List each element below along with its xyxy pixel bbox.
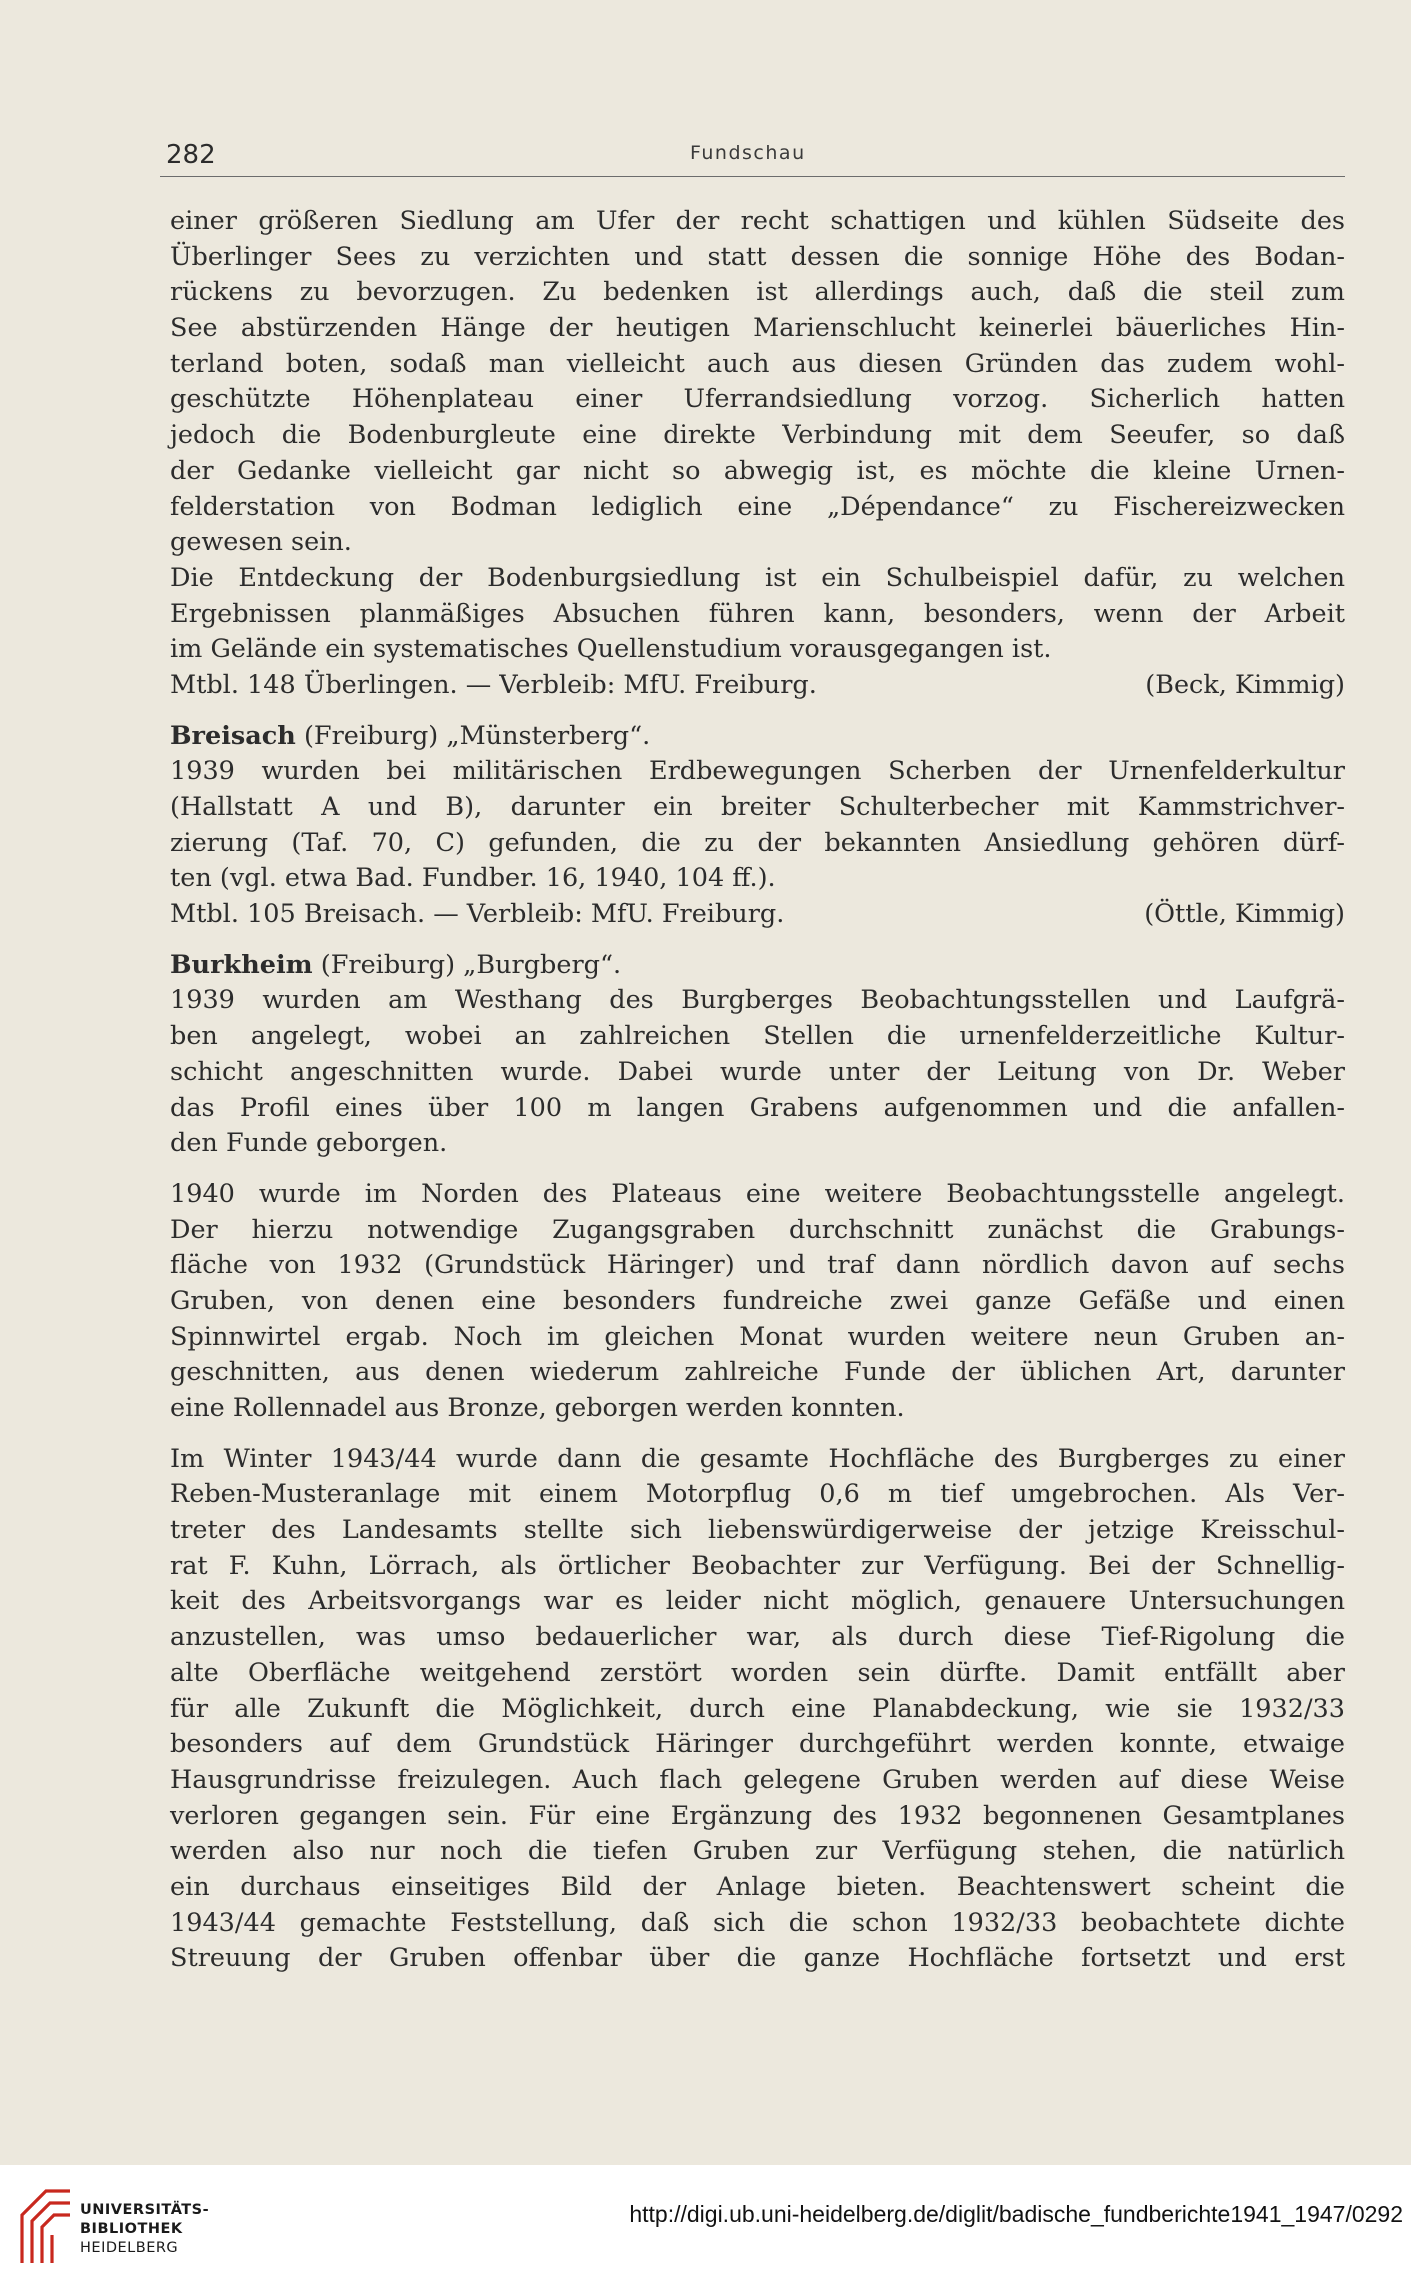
text-line: keit des Arbeitsvorgangs war es leider nicht möglich, genauere Untersuchungen (170, 1586, 1345, 1617)
site-location: (Freiburg) „Münsterberg“. (295, 720, 651, 751)
text-line: (Hallstatt A und B), darunter ein breiter Schulterbecher mit Kammstrichver- (170, 792, 1345, 822)
text-line: einer größeren Siedlung am Ufer der recht schattigen und kühlen Südseite des (170, 206, 1345, 236)
text-line: treter des Landesamts stellte sich liebenswürdigerweise der jetzige Kreisschul- (170, 1515, 1345, 1546)
text-line: rat F. Kuhn, Lörrach, als örtlicher Beobachter zur Verfügung. Bei der Schnellig- (170, 1550, 1345, 1581)
entry-heading (170, 719, 1345, 755)
entry-heading (170, 948, 1345, 984)
paragraph-spacer (170, 1427, 1345, 1442)
citation-line (170, 897, 1345, 933)
text-line: Die Entdeckung der Bodenburgsiedlung ist ein Schulbeispiel dafür, zu welchen (170, 562, 1345, 593)
text-line: Reben-Musteranlage mit einem Motorpflug 0,6 m tief umgebrochen. Als Ver- (170, 1479, 1345, 1510)
text-line: zierung (Taf. 70, C) gefunden, die zu der bekannten Ansiedlung gehören dürf- (170, 827, 1345, 858)
text-line: ein durchaus einseitiges Bild der Anlage bieten. Beachtenswert scheint die (170, 1871, 1345, 1902)
source-url-link[interactable]: http://digi.ub.uni-heidelberg.de/diglit/badische_fundberichte1941_1947/0292 (629, 2201, 1403, 2227)
text-line: der Gedanke vielleicht gar nicht so abwegig ist, es möchte die kleine Urnen- (170, 455, 1345, 486)
text-line: terland boten, sodaß man vielleicht auch aus diesen Gründen das zudem wohl- (170, 348, 1345, 379)
text-line: Im Winter 1943/44 wurde dann die gesamte Hochfläche des Burgberges zu einer (170, 1443, 1345, 1474)
site-name: Breisach (170, 720, 296, 751)
text-line: 1939 wurden bei militärischen Erdbewegungen Scherben der Urnenfelderkultur (170, 756, 1345, 787)
text-line: See abstürzenden Hänge der heutigen Marienschlucht keinerlei bäuerliches Hin- (170, 313, 1345, 344)
text-line: verloren gegangen sein. Für eine Ergänzung des 1932 begonnenen Gesamtplanes (170, 1800, 1345, 1831)
section-spacer (170, 704, 1345, 719)
library-name-line: HEIDELBERG (80, 2240, 179, 2256)
text-line: fläche von 1932 (Grundstück Häringer) und traf dann nördlich davon auf sechs (170, 1250, 1345, 1281)
author-credit: (Öttle, Kimmig) (1144, 899, 1345, 930)
text-line: rückens zu bevorzugen. Zu bedenken ist allerdings auch, daß die steil zum (170, 277, 1345, 308)
text-line: besonders auf dem Grundstück Häringer durchgeführt werden konnte, etwaige (170, 1729, 1345, 1760)
text-line: eine Rollennadel aus Bronze, geborgen werden konnten. (170, 1393, 905, 1423)
library-name-line: BIBLIOTHEK (80, 2221, 183, 2237)
text-line: Gruben, von denen eine besonders fundreiche zwei ganze Gefäße und einen (170, 1285, 1345, 1316)
text-line: das Profil eines über 100 m langen Grabens aufgenommen und die anfallen- (170, 1092, 1345, 1123)
text-line: Der hierzu notwendige Zugangsgraben durchschnitt zunächst die Grabungs- (170, 1214, 1345, 1245)
text-line: 1940 wurde im Norden des Plateaus eine weitere Beobachtungsstelle angelegt. (170, 1178, 1345, 1209)
site-name: Burkheim (170, 949, 313, 980)
page-header (160, 138, 1345, 177)
text-line: schicht angeschnitten wurde. Dabei wurde unter der Leitung von Dr. Weber (170, 1056, 1345, 1087)
site-location: (Freiburg) „Burgberg“. (312, 949, 622, 980)
text-line: felderstation von Bodman lediglich eine „Dépendance“ zu Fischereizwecken (170, 491, 1345, 522)
author-credit: (Beck, Kimmig) (1145, 669, 1345, 700)
text-line: Überlinger Sees zu verzichten und statt dessen die sonnige Höhe des Bodan- (170, 241, 1345, 272)
text-line: den Funde geborgen. (170, 1128, 448, 1159)
text-line: Hausgrundrisse freizulegen. Auch flach gelegene Gruben werden auf diese Weise (170, 1764, 1345, 1795)
viewer-footer (0, 2165, 1411, 2273)
text-line: ten (vgl. etwa Bad. Fundber. 16, 1940, 104 ff.). (170, 863, 776, 894)
text-line: Streuung der Gruben offenbar über die ganze Hochfläche fortsetzt und erst (170, 1943, 1345, 1974)
text-line: für alle Zukunft die Möglichkeit, durch eine Planabdeckung, wie sie 1932/33 (170, 1693, 1345, 1724)
library-name (80, 2201, 209, 2258)
map-sheet-reference: Mtbl. 148 Überlingen. — Verbleib: MfU. Freiburg. (170, 669, 817, 700)
paragraph-spacer (170, 1162, 1345, 1177)
text-line: geschnitten, aus denen wiederum zahlreiche Funde der üblichen Art, darunter (170, 1357, 1345, 1388)
text-line: anzustellen, was umso bedauerlicher war, als durch diese Tief-Rigolung die (170, 1622, 1345, 1653)
running-head: Fundschau (690, 142, 806, 164)
page-number: 282 (166, 140, 216, 170)
text-line: jedoch die Bodenburgleute eine direkte Verbindung mit dem Seeufer, so daß (170, 420, 1345, 451)
text-line: werden also nur noch die tiefen Gruben zur Verfügung stehen, die natürlich (170, 1836, 1345, 1867)
library-logo-icon (12, 2185, 76, 2265)
text-line: 1939 wurden am Westhang des Burgberges Beobachtungsstellen und Laufgrä- (170, 985, 1345, 1016)
map-sheet-reference: Mtbl. 105 Breisach. — Verbleib: MfU. Freiburg. (170, 899, 785, 930)
text-line: gewesen sein. (170, 527, 352, 558)
library-name-line: UNIVERSITÄTS- (80, 2202, 210, 2218)
text-line: Ergebnissen planmäßiges Absuchen führen kann, besonders, wenn der Arbeit (170, 598, 1345, 629)
citation-line (170, 668, 1345, 704)
text-line: 1943/44 gemachte Feststellung, daß sich die schon 1932/33 beobachtete dichte (170, 1907, 1345, 1938)
text-line: ben angelegt, wobei an zahlreichen Stellen die urnenfelderzeitliche Kultur- (170, 1021, 1345, 1052)
text-line: geschützte Höhenplateau einer Uferrandsiedlung vorzog. Sicherlich hatten (170, 384, 1345, 415)
text-line: im Gelände ein systematisches Quellenstudium vorausgegangen ist. (170, 634, 1052, 665)
text-line: alte Oberfläche weitgehend zerstört worden sein dürfte. Damit entfällt aber (170, 1657, 1345, 1688)
text-line: Spinnwirtel ergab. Noch im gleichen Monat wurden weitere neun Gruben an- (170, 1321, 1345, 1352)
section-spacer (170, 933, 1345, 948)
body-text (170, 204, 1345, 1977)
